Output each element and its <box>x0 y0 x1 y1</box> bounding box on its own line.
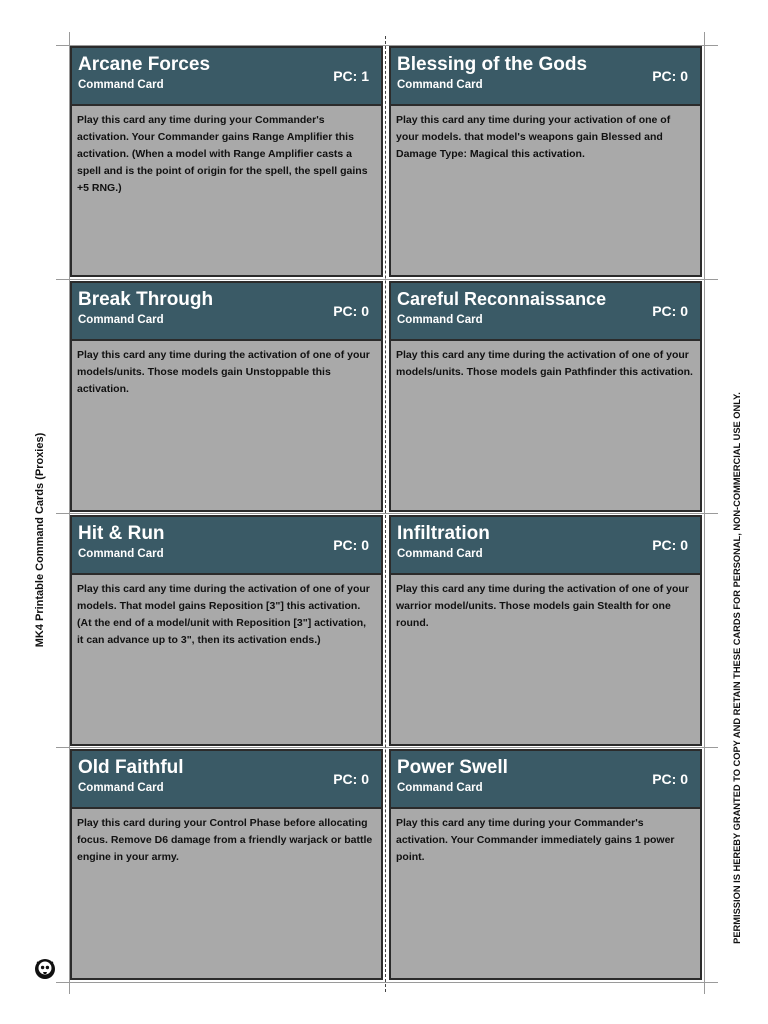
cut-guide-row3 <box>56 747 718 748</box>
command-card-old-faithful <box>70 749 383 980</box>
card-header <box>72 48 381 106</box>
command-card-infiltration <box>389 515 702 746</box>
card-pc-cost: PC: 0 <box>333 537 369 553</box>
cut-guide-row2 <box>56 513 718 514</box>
card-subtitle: Command Card <box>78 314 164 326</box>
command-card-break-through <box>70 281 383 512</box>
command-card-power-swell <box>389 749 702 980</box>
card-body-text: Play this card during your Control Phase before allocating focus. Remove D6 damage from a friendly warjack or battle engine in your army. <box>77 817 373 863</box>
sheet-title-vertical: MK4 Printable Command Cards (Proxies) <box>34 432 46 648</box>
card-pc-cost: PC: 0 <box>333 771 369 787</box>
command-card-careful-reconnaissance <box>389 281 702 512</box>
card-body-text: Play this card any time during your Commander's activation. Your Commander gains Range Amplifier this activation. (When a model with Range Amplifier casts a spell and is the point of origin for the spell, the spell gains +5 RNG.) <box>77 114 368 194</box>
card-title: Careful Reconnaissance <box>397 289 607 309</box>
card-header <box>391 283 700 341</box>
cut-guide-right <box>704 32 705 994</box>
card-header <box>72 751 381 809</box>
card-title: Hit & Run <box>78 523 165 544</box>
command-card-hit-and-run <box>70 515 383 746</box>
card-subtitle: Command Card <box>78 782 164 794</box>
card-pc-cost: PC: 1 <box>333 68 369 84</box>
command-card-arcane-forces <box>70 46 383 277</box>
card-pc-cost: PC: 0 <box>652 537 688 553</box>
card-title: Old Faithful <box>78 757 184 778</box>
card-subtitle: Command Card <box>397 782 483 794</box>
card-body-text: Play this card any time during the activation of one of your models. That model gains Reposition [3"] this activation. (At the end of a model/unit with Reposition [3"] activation, it can advance up to 3", then its activation ends.) <box>77 583 370 646</box>
command-card-blessing-of-the-gods <box>389 46 702 277</box>
card-header <box>391 517 700 575</box>
card-body-text: Play this card any time during the activation of one of your models/units. Those models gain Pathfinder this activation. <box>396 349 693 378</box>
card-title: Infiltration <box>397 523 490 544</box>
card-subtitle: Command Card <box>397 79 483 91</box>
card-subtitle: Command Card <box>78 548 164 560</box>
cut-guide-row1 <box>56 279 718 280</box>
cut-guide-center-dashed <box>385 36 386 992</box>
card-header <box>72 517 381 575</box>
card-title: Blessing of the Gods <box>397 54 588 75</box>
card-body-text: Play this card any time during the activation of one of your warrior model/units. Those models gain Stealth for one round. <box>396 583 689 629</box>
card-subtitle: Command Card <box>78 79 164 91</box>
card-subtitle: Command Card <box>397 548 483 560</box>
card-pc-cost: PC: 0 <box>333 303 369 319</box>
card-body-text: Play this card any time during the activation of one of your models/units. Those models gain Unstoppable this activation. <box>77 349 370 395</box>
card-title: Break Through <box>78 289 214 310</box>
card-body-text: Play this card any time during your activation of one of your models. that model's weapons gain Blessed and Damage Type: Magical this activation. <box>396 114 671 160</box>
cut-guide-bottom <box>56 982 718 983</box>
card-pc-cost: PC: 0 <box>652 771 688 787</box>
card-title: Power Swell <box>397 757 508 778</box>
card-title: Arcane Forces <box>78 54 211 75</box>
card-subtitle: Command Card <box>397 314 483 326</box>
card-header <box>391 751 700 809</box>
card-pc-cost: PC: 0 <box>652 68 688 84</box>
skull-emblem-icon <box>34 958 56 980</box>
card-header <box>391 48 700 106</box>
card-header <box>72 283 381 341</box>
card-body-text: Play this card any time during your Commander's activation. Your Commander immediately gains 1 power point. <box>396 817 675 863</box>
card-pc-cost: PC: 0 <box>652 303 688 319</box>
permission-notice-vertical: PERMISSION IS HEREBY GRANTED TO COPY AND RETAIN THESE CARDS FOR PERSONAL, NON-COMMERCIAL USE ONLY. <box>732 392 742 944</box>
